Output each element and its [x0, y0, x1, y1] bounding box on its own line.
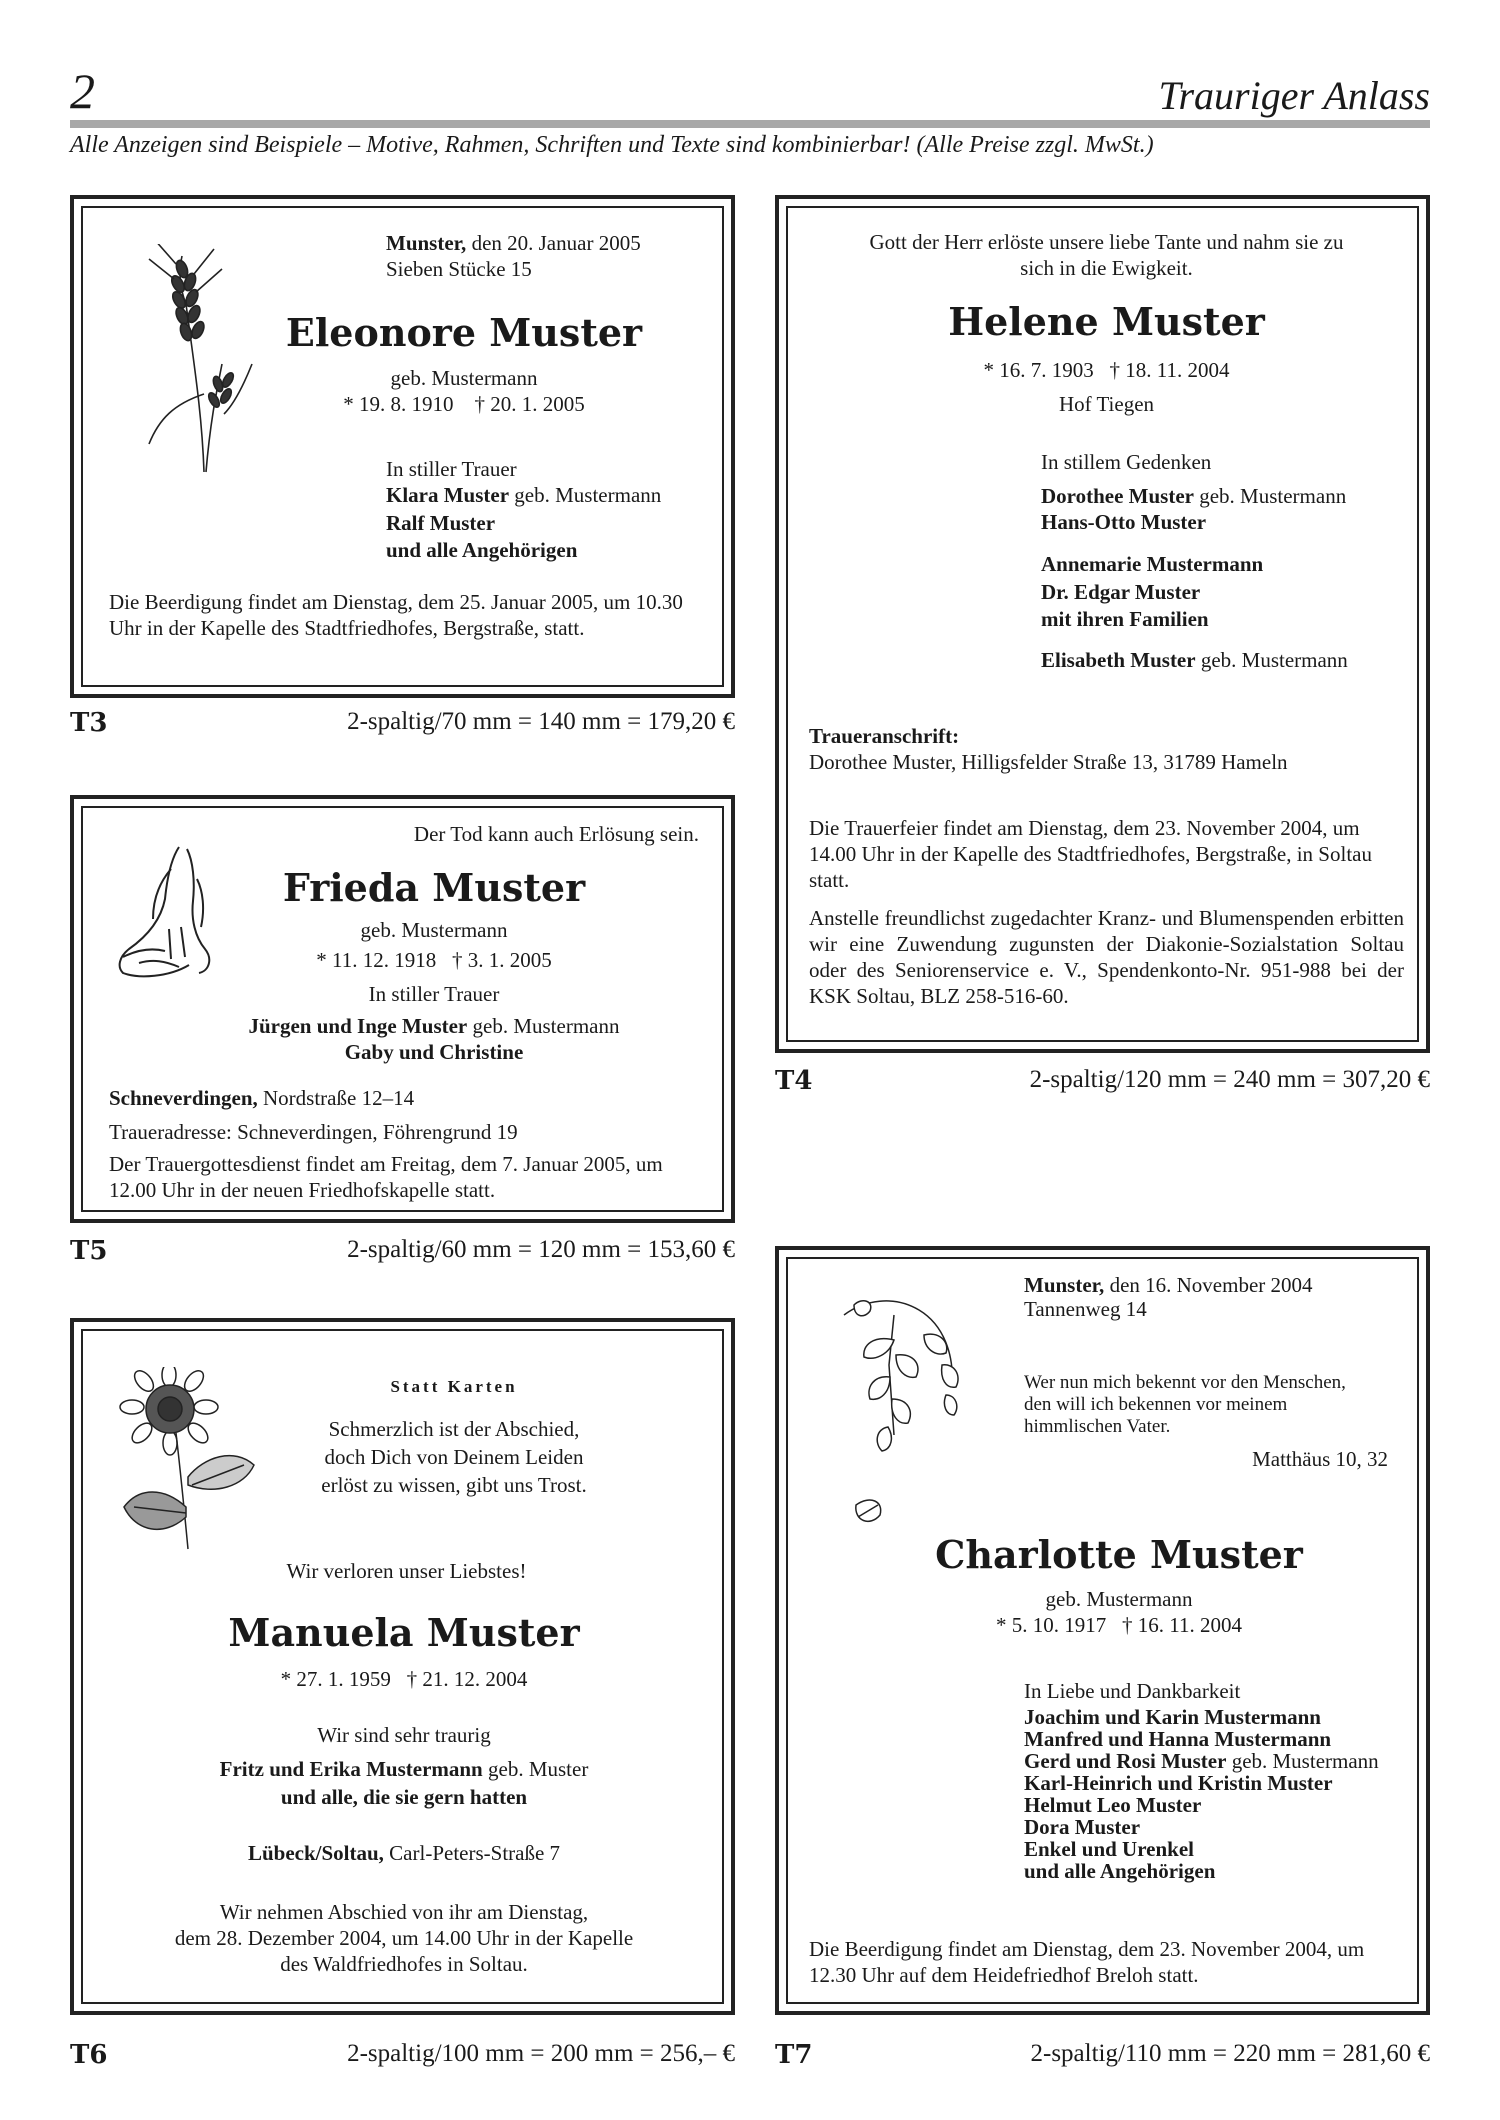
t4-m4: Dr. Edgar Muster — [1041, 580, 1201, 604]
t3-street: Sieben Stücke 15 — [386, 257, 532, 281]
t6-sad: Wir sind sehr traurig — [317, 1723, 491, 1747]
t5-service: Der Trauergottesdienst findet am Freitag, dem 7. Januar 2005, um 12.00 Uhr in der neuen Friedhofskapelle statt. — [109, 1152, 663, 1202]
t7-name: Charlotte Muster — [935, 1532, 1303, 1577]
t5-place: Schneverdingen, — [109, 1086, 258, 1110]
falling-leaves-icon — [834, 1295, 974, 1545]
t3-price: 2-spaltig/70 mm = 140 mm = 179,20 € — [347, 708, 735, 735]
t6-price: 2-spaltig/100 mm = 200 mm = 256,– € — [347, 2040, 735, 2067]
ad-t3 — [70, 195, 735, 698]
t6-poem2: doch Dich von Deinem Leiden — [324, 1445, 584, 1469]
t4-m2: Hans-Otto Muster — [1041, 510, 1207, 534]
ad-t7 — [775, 1246, 1430, 2015]
t3-funeral: Die Beerdigung findet am Dienstag, dem 25. Januar 2005, um 10.30 Uhr in der Kapelle des Stadtfriedhofes, Bergstraße, statt. — [109, 590, 683, 640]
t7-m1: Joachim und Karin Mustermann — [1024, 1705, 1321, 1729]
t6-dates: * 27. 1. 1959 † 21. 12. 2004 — [280, 1667, 528, 1691]
t7-price: 2-spaltig/110 mm = 220 mm = 281,60 € — [1030, 2040, 1430, 2067]
t7-verse-ref: Matthäus 10, 32 — [1252, 1447, 1388, 1471]
t5-motto: Der Tod kann auch Erlösung sein. — [413, 822, 699, 846]
t5-name: Frieda Muster — [282, 865, 586, 910]
t6-m2: und alle, die sie gern hatten — [280, 1785, 528, 1809]
t5-code: T5 — [70, 1236, 108, 1266]
t3-code: T3 — [70, 708, 108, 738]
t5-address: Traueradresse: Schneverdingen, Föhrengrund 19 — [109, 1120, 518, 1144]
t7-m6: Dora Muster — [1024, 1815, 1141, 1839]
t5-m1: Jürgen und Inge Muster — [248, 1014, 468, 1038]
t6-farewell2: dem 28. Dezember 2004, um 14.00 Uhr in der Kapelle — [174, 1926, 634, 1950]
t7-m4: Karl-Heinrich und Kristin Muster — [1024, 1771, 1333, 1795]
ad-t4 — [775, 195, 1430, 1053]
t7-m7: Enkel und Urenkel — [1024, 1837, 1194, 1861]
t6-poem3: erlöst zu wissen, gibt uns Trost. — [321, 1473, 587, 1497]
t5-dates: * 11. 12. 1918 † 3. 1. 2005 — [316, 948, 552, 972]
ad-t5 — [70, 795, 735, 1223]
disclaimer: Alle Anzeigen sind Beispiele – Motive, Rahmen, Schriften und Texte sind kombinierbar! (Alle Preise zzgl. MwSt.) — [70, 132, 1154, 158]
t5-m1-suffix: geb. Mustermann — [467, 1014, 620, 1038]
t4-m6-suffix: geb. Mustermann — [1195, 648, 1348, 672]
t7-m8: und alle Angehörigen — [1024, 1859, 1216, 1883]
praying-hands-icon — [109, 839, 219, 979]
wheat-icon — [134, 244, 259, 474]
section-title: Trauriger Anlass — [1158, 73, 1430, 118]
t3-mourner3: und alle Angehörigen — [386, 538, 578, 562]
t4-donation: Anstelle freundlichst zugedachter Kranz- und Blumenspenden erbitten wir eine Zuwendung zugunsten der Diakonie-Sozialstation Soltau oder des Seniorenservice e. V., Spendenkonto-Nr. 951-988 bei der KSK Soltau, BLZ 258-516-60. — [809, 906, 1404, 1008]
t6-m1: Fritz und Erika Mustermann — [219, 1757, 483, 1781]
ad-t6 — [70, 1318, 735, 2015]
t4-m3: Annemarie Mustermann — [1041, 552, 1264, 576]
t5-mourning: In stiller Trauer — [368, 982, 500, 1006]
t3-place: Munster, — [386, 231, 467, 255]
t3-mourning: In stiller Trauer — [386, 457, 517, 481]
t6-place: Lübeck/Soltau, — [247, 1841, 384, 1865]
t7-place: Munster, — [1024, 1273, 1105, 1297]
header-rule — [70, 120, 1430, 128]
t4-address-label: Traueranschrift: — [809, 724, 960, 748]
t6-header: Statt Karten — [390, 1377, 518, 1396]
t3-mourner1-suffix: geb. Mustermann — [509, 483, 662, 507]
t4-price: 2-spaltig/120 mm = 240 mm = 307,20 € — [1029, 1066, 1430, 1093]
t7-m5: Helmut Leo Muster — [1024, 1793, 1202, 1817]
t7-street: Tannenweg 14 — [1024, 1297, 1147, 1321]
t7-m2: Manfred und Hanna Mustermann — [1024, 1727, 1332, 1751]
t3-name: Eleonore Muster — [285, 310, 643, 355]
t6-poem1: Schmerzlich ist der Abschied, — [328, 1417, 580, 1441]
sunflower-icon — [114, 1367, 264, 1552]
t4-mourning: In stillem Gedenken — [1041, 450, 1212, 474]
t4-m1-suffix: geb. Mustermann — [1193, 484, 1347, 508]
t7-code: T7 — [775, 2040, 813, 2070]
t7-birthname: geb. Mustermann — [1045, 1587, 1193, 1611]
t4-place: Hof Tiegen — [1058, 392, 1155, 416]
t7-m3: Gerd und Rosi Muster — [1024, 1749, 1227, 1773]
t6-name: Manuela Muster — [228, 1610, 580, 1655]
t6-farewell1: Wir nehmen Abschied von ihr am Dienstag, — [219, 1900, 589, 1924]
t4-m1: Dorothee Muster — [1041, 484, 1194, 508]
t4-m6: Elisabeth Muster — [1041, 648, 1196, 672]
t4-ceremony: Die Trauerfeier findet am Dienstag, dem 23. November 2004, um 14.00 Uhr in der Kapelle des Stadtfriedhofes, Bergstraße, in Soltau statt. — [809, 816, 1372, 892]
t7-verse1: Wer nun mich bekennt vor den Menschen, — [1024, 1372, 1346, 1393]
t4-code: T4 — [775, 1066, 813, 1096]
t4-address: Dorothee Muster, Hilligsfelder Straße 13, 31789 Hameln — [809, 750, 1288, 774]
t4-dates: * 16. 7. 1903 † 18. 11. 2004 — [983, 358, 1230, 382]
t3-date: den 20. Januar 2005 — [466, 231, 641, 255]
t4-m5: mit ihren Familien — [1041, 607, 1209, 631]
t6-lost: Wir verloren unser Liebstes! — [286, 1559, 527, 1583]
t6-farewell3: des Waldfriedhofes in Soltau. — [280, 1952, 528, 1976]
t7-m3-suffix: geb. Mustermann — [1226, 1749, 1379, 1773]
t7-dates: * 5. 10. 1917 † 16. 11. 2004 — [996, 1613, 1242, 1637]
t6-street: Carl-Peters-Straße 7 — [383, 1841, 561, 1865]
t4-intro: Gott der Herr erlöste unsere liebe Tante und nahm sie zu sich in die Ewigkeit. — [869, 230, 1344, 280]
t3-mourner2: Ralf Muster — [386, 511, 496, 535]
t5-birthname: geb. Mustermann — [360, 918, 508, 942]
t4-name: Helene Muster — [948, 299, 1265, 344]
t5-m2: Gaby und Christine — [344, 1040, 524, 1064]
t7-verse2: den will ich bekennen vor meinem — [1024, 1394, 1288, 1415]
t3-birthname: geb. Mustermann — [390, 366, 538, 390]
t5-street: Nordstraße 12–14 — [257, 1086, 415, 1110]
t3-mourner1: Klara Muster — [386, 483, 510, 507]
t5-price: 2-spaltig/60 mm = 120 mm = 153,60 € — [347, 1236, 735, 1263]
t7-funeral: Die Beerdigung findet am Dienstag, dem 23. November 2004, um 12.30 Uhr auf dem Heidefriedhof Breloh statt. — [809, 1937, 1365, 1987]
page-number: 2 — [70, 63, 95, 119]
t6-m1-suffix: geb. Muster — [482, 1757, 589, 1781]
t7-mourning: In Liebe und Dankbarkeit — [1024, 1679, 1241, 1703]
t6-code: T6 — [70, 2040, 108, 2070]
t3-dates: * 19. 8. 1910 † 20. 1. 2005 — [343, 392, 585, 416]
t7-verse3: himmlischen Vater. — [1024, 1416, 1171, 1437]
t7-date: den 16. November 2004 — [1104, 1273, 1313, 1297]
